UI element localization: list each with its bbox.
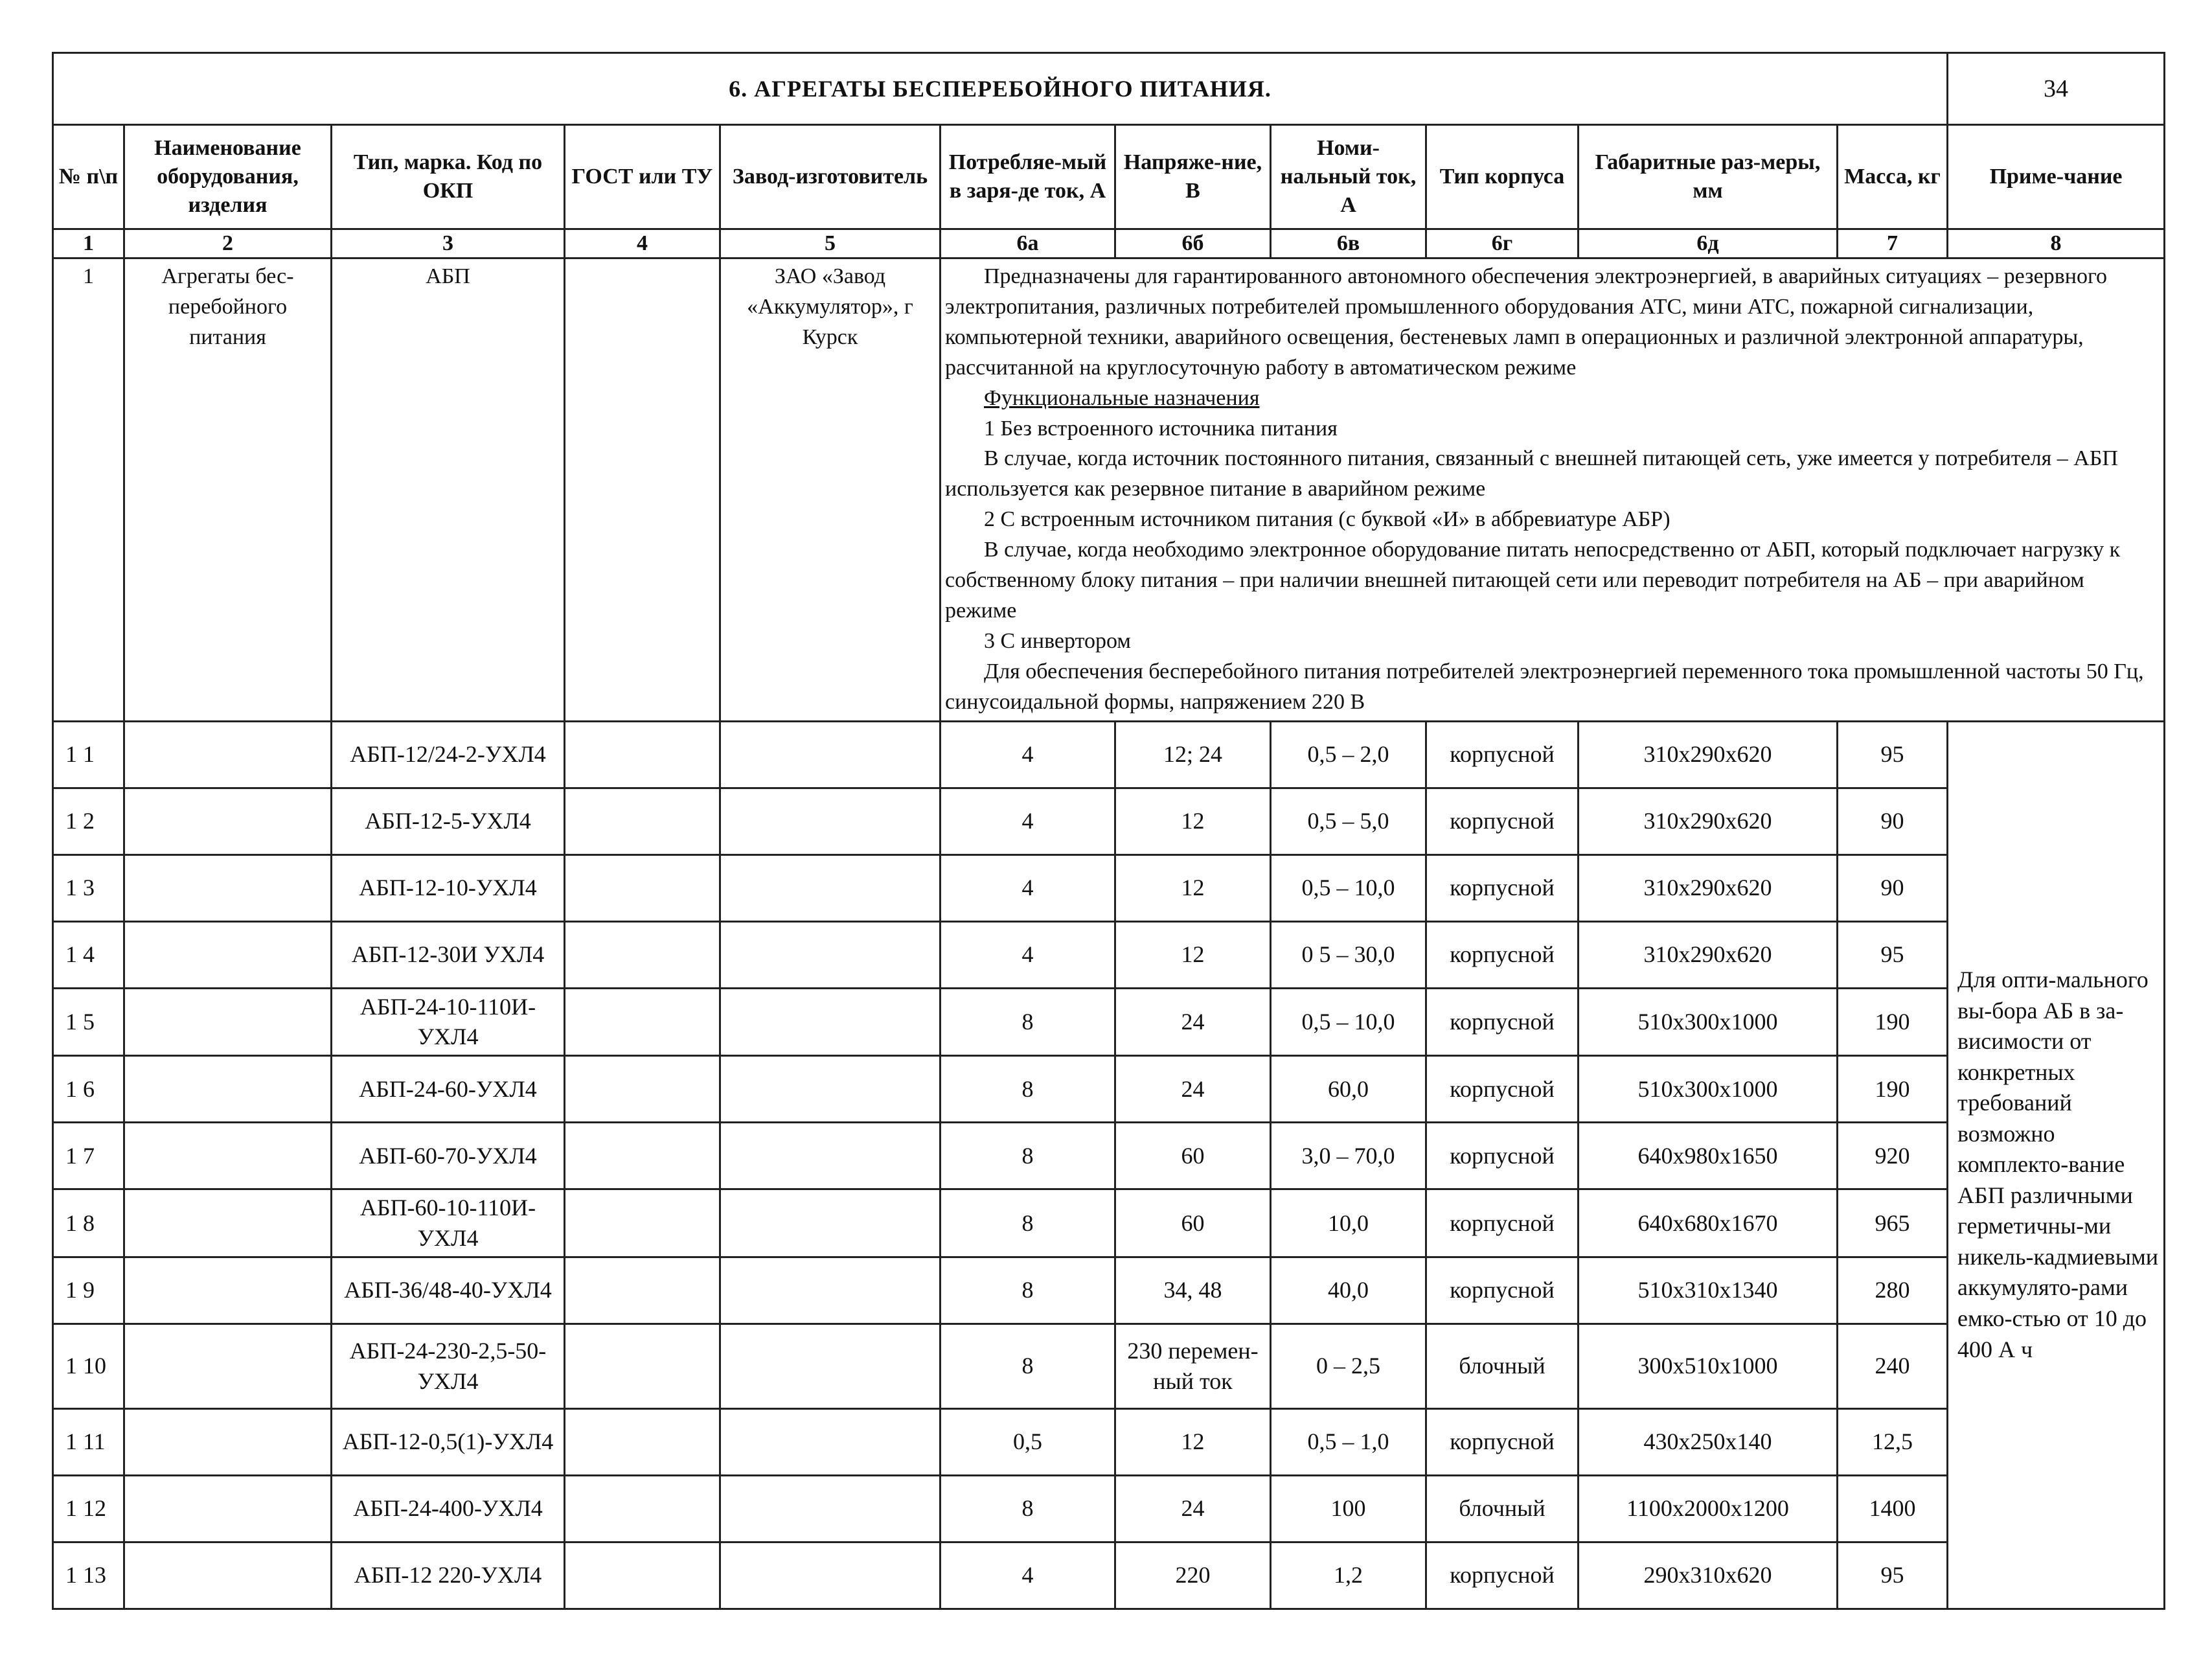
row-gost bbox=[565, 1189, 720, 1257]
row-rated-current: 0 – 2,5 bbox=[1271, 1324, 1426, 1408]
row-number: 1 2 bbox=[53, 788, 124, 854]
table-row bbox=[53, 788, 2165, 854]
row-case-type: корпусной bbox=[1426, 1542, 1579, 1609]
row-type: АБП-24-60-УХЛ4 bbox=[332, 1056, 565, 1123]
row-manufacturer bbox=[720, 1056, 941, 1123]
row-case-type: корпусной bbox=[1426, 788, 1579, 854]
row-number: 1 7 bbox=[53, 1123, 124, 1189]
equipment-table bbox=[52, 52, 2165, 1610]
column-number: 5 bbox=[720, 229, 941, 258]
row-case-type: корпусной bbox=[1426, 921, 1579, 988]
table-row bbox=[53, 1189, 2165, 1257]
row-number: 1 5 bbox=[53, 988, 124, 1056]
row-number: 1 4 bbox=[53, 921, 124, 988]
row-mass: 95 bbox=[1838, 921, 1948, 988]
table-row bbox=[53, 1257, 2165, 1324]
row-gost bbox=[565, 1324, 720, 1408]
description-paragraph: 2 С встроенным источником питания (с буквой «И» в аббревиатуре АБР) bbox=[984, 507, 1670, 532]
row-rated-current: 1,2 bbox=[1271, 1542, 1426, 1609]
column-number: 7 bbox=[1838, 229, 1948, 258]
row-voltage: 12; 24 bbox=[1115, 721, 1271, 788]
row-voltage: 230 перемен-ный ток bbox=[1115, 1324, 1271, 1408]
row-rated-current: 60,0 bbox=[1271, 1056, 1426, 1123]
column-number: 6г bbox=[1426, 229, 1579, 258]
row-manufacturer bbox=[720, 788, 941, 854]
row-mass: 90 bbox=[1838, 788, 1948, 854]
row-number: 1 3 bbox=[53, 854, 124, 921]
row-voltage: 24 bbox=[1115, 1475, 1271, 1542]
description-paragraph: 1 Без встроенного источника питания bbox=[984, 416, 1338, 441]
row-name bbox=[124, 1056, 332, 1123]
row-manufacturer bbox=[720, 988, 941, 1056]
header-manufacturer: Завод-изготовитель bbox=[720, 125, 941, 229]
row-charge-current: 8 bbox=[941, 988, 1115, 1056]
column-number: 4 bbox=[565, 229, 720, 258]
row-dimensions: 300x510x1000 bbox=[1579, 1324, 1838, 1408]
header-charge-current: Потребляе-мый в заря-де ток, А bbox=[941, 125, 1115, 229]
row-gost bbox=[565, 1056, 720, 1123]
group-type: АБП bbox=[332, 258, 565, 722]
row-mass: 190 bbox=[1838, 988, 1948, 1056]
table-row bbox=[53, 1475, 2165, 1542]
row-gost bbox=[565, 854, 720, 921]
row-name bbox=[124, 988, 332, 1056]
row-number: 1 1 bbox=[53, 721, 124, 788]
row-name bbox=[124, 1189, 332, 1257]
row-charge-current: 4 bbox=[941, 854, 1115, 921]
row-number: 1 10 bbox=[53, 1324, 124, 1408]
group-name: Агрегаты бес-перебойного питания bbox=[124, 258, 332, 722]
page-title: 6. АГРЕГАТЫ БЕСПЕРЕБОЙНОГО ПИТАНИЯ. bbox=[53, 53, 1948, 125]
header-note: Приме-чание bbox=[1948, 125, 2165, 229]
description-paragraph: Предназначены для гарантированного автономного обеспечения электроэнергией, в аварийных ситуациях – резервного электропитания, различных потребителей промышленного оборудования АТС, мини АТС, пожарной сигнализации, компьютерной техники, аварийного освещения, бестеневых ламп в операционных и различной электронной аппаратуры, рассчитанной на круглосуточную работу в автоматическом режиме bbox=[945, 264, 2108, 380]
row-mass: 240 bbox=[1838, 1324, 1948, 1408]
note-cell: Для опти-мального вы-бора АБ в за-висимости от конкретных требований возможно комплекто-вание АБП различными герметичны-ми никель-кадмиевыми аккумулято-рами емко-стью от 10 до 400 А ч bbox=[1948, 721, 2165, 1609]
row-number: 1 8 bbox=[53, 1189, 124, 1257]
column-number: 3 bbox=[332, 229, 565, 258]
row-dimensions: 510x300x1000 bbox=[1579, 988, 1838, 1056]
row-rated-current: 0,5 – 10,0 bbox=[1271, 854, 1426, 921]
row-manufacturer bbox=[720, 1542, 941, 1609]
row-mass: 95 bbox=[1838, 721, 1948, 788]
row-name bbox=[124, 788, 332, 854]
description-paragraph: Для обеспечения бесперебойного питания потребителей электроэнергией переменного тока промышленной частоты 50 Гц, синусоидальной формы, напряжением 220 В bbox=[945, 659, 2144, 714]
row-dimensions: 510x310x1340 bbox=[1579, 1257, 1838, 1324]
row-manufacturer bbox=[720, 1123, 941, 1189]
row-gost bbox=[565, 1475, 720, 1542]
row-type: АБП-12-0,5(1)-УХЛ4 bbox=[332, 1408, 565, 1475]
row-dimensions: 1100x2000x1200 bbox=[1579, 1475, 1838, 1542]
row-dimensions: 310x290x620 bbox=[1579, 788, 1838, 854]
row-charge-current: 8 bbox=[941, 1324, 1115, 1408]
row-case-type: корпусной bbox=[1426, 721, 1579, 788]
row-voltage: 60 bbox=[1115, 1123, 1271, 1189]
description-paragraph: 3 С инвертором bbox=[984, 628, 1131, 653]
row-manufacturer bbox=[720, 1408, 941, 1475]
description-paragraph: В случае, когда источник постоянного питания, связанный с внешней питающей сеть, уже имеется у потребителя – АБП используется как резервное питание в аварийном режиме bbox=[945, 446, 2118, 501]
column-number-row bbox=[53, 229, 2165, 258]
row-name bbox=[124, 1257, 332, 1324]
table-row bbox=[53, 921, 2165, 988]
table-row bbox=[53, 1542, 2165, 1609]
row-case-type: корпусной bbox=[1426, 1056, 1579, 1123]
row-rated-current: 0,5 – 5,0 bbox=[1271, 788, 1426, 854]
row-number: 1 6 bbox=[53, 1056, 124, 1123]
row-voltage: 24 bbox=[1115, 1056, 1271, 1123]
row-dimensions: 310x290x620 bbox=[1579, 854, 1838, 921]
row-dimensions: 290x310x620 bbox=[1579, 1542, 1838, 1609]
row-voltage: 24 bbox=[1115, 988, 1271, 1056]
row-charge-current: 8 bbox=[941, 1056, 1115, 1123]
row-manufacturer bbox=[720, 921, 941, 988]
row-case-type: корпусной bbox=[1426, 1408, 1579, 1475]
table-row bbox=[53, 854, 2165, 921]
row-rated-current: 100 bbox=[1271, 1475, 1426, 1542]
header-voltage: Напряже-ние, В bbox=[1115, 125, 1271, 229]
row-case-type: блочный bbox=[1426, 1475, 1579, 1542]
table-row bbox=[53, 988, 2165, 1056]
row-mass: 1400 bbox=[1838, 1475, 1948, 1542]
row-type: АБП-36/48-40-УХЛ4 bbox=[332, 1257, 565, 1324]
row-type: АБП-12-30И УХЛ4 bbox=[332, 921, 565, 988]
row-charge-current: 0,5 bbox=[941, 1408, 1115, 1475]
row-gost bbox=[565, 1408, 720, 1475]
row-name bbox=[124, 1408, 332, 1475]
row-gost bbox=[565, 788, 720, 854]
row-rated-current: 0,5 – 2,0 bbox=[1271, 721, 1426, 788]
row-name bbox=[124, 721, 332, 788]
row-rated-current: 10,0 bbox=[1271, 1189, 1426, 1257]
header-row bbox=[53, 125, 2165, 229]
row-manufacturer bbox=[720, 854, 941, 921]
row-type: АБП-60-70-УХЛ4 bbox=[332, 1123, 565, 1189]
row-name bbox=[124, 1542, 332, 1609]
row-mass: 965 bbox=[1838, 1189, 1948, 1257]
row-type: АБП-12 220-УХЛ4 bbox=[332, 1542, 565, 1609]
header-rated-current: Номи-нальный ток, А bbox=[1271, 125, 1426, 229]
row-manufacturer bbox=[720, 1324, 941, 1408]
row-case-type: корпусной bbox=[1426, 988, 1579, 1056]
row-charge-current: 8 bbox=[941, 1475, 1115, 1542]
row-mass: 920 bbox=[1838, 1123, 1948, 1189]
row-gost bbox=[565, 921, 720, 988]
catalog-page bbox=[52, 52, 2163, 1610]
group-gost bbox=[565, 258, 720, 722]
row-voltage: 12 bbox=[1115, 921, 1271, 988]
row-mass: 95 bbox=[1838, 1542, 1948, 1609]
row-type: АБП-60-10-110И-УХЛ4 bbox=[332, 1189, 565, 1257]
description-heading: Функциональные назначения bbox=[984, 385, 1260, 410]
row-gost bbox=[565, 988, 720, 1056]
description-paragraph: В случае, когда необходимо электронное оборудование питать непосредственно от АБП, который подключает нагрузку к собственному блоку питания – при наличии внешней питающей сети или переводит потребителя на АБ – при аварийном режиме bbox=[945, 538, 2121, 623]
row-voltage: 60 bbox=[1115, 1189, 1271, 1257]
row-manufacturer bbox=[720, 721, 941, 788]
page-number: 34 bbox=[1948, 53, 2165, 125]
row-mass: 90 bbox=[1838, 854, 1948, 921]
row-charge-current: 4 bbox=[941, 1542, 1115, 1609]
table-row bbox=[53, 1408, 2165, 1475]
row-manufacturer bbox=[720, 1189, 941, 1257]
row-type: АБП-12-10-УХЛ4 bbox=[332, 854, 565, 921]
row-rated-current: 3,0 – 70,0 bbox=[1271, 1123, 1426, 1189]
row-manufacturer bbox=[720, 1257, 941, 1324]
row-dimensions: 310x290x620 bbox=[1579, 721, 1838, 788]
row-voltage: 12 bbox=[1115, 854, 1271, 921]
table-row bbox=[53, 1056, 2165, 1123]
group-number: 1 bbox=[53, 258, 124, 722]
group-row bbox=[53, 258, 2165, 722]
row-gost bbox=[565, 1123, 720, 1189]
header-name: Наименование оборудования, изделия bbox=[124, 125, 332, 229]
row-mass: 280 bbox=[1838, 1257, 1948, 1324]
row-dimensions: 430x250x140 bbox=[1579, 1408, 1838, 1475]
row-dimensions: 640x980x1650 bbox=[1579, 1123, 1838, 1189]
row-type: АБП-12/24-2-УХЛ4 bbox=[332, 721, 565, 788]
row-dimensions: 640x680x1670 bbox=[1579, 1189, 1838, 1257]
table-row bbox=[53, 1324, 2165, 1408]
row-type: АБП-12-5-УХЛ4 bbox=[332, 788, 565, 854]
header-mass: Масса, кг bbox=[1838, 125, 1948, 229]
column-number: 1 bbox=[53, 229, 124, 258]
table-row bbox=[53, 721, 2165, 788]
row-gost bbox=[565, 1542, 720, 1609]
row-rated-current: 0,5 – 1,0 bbox=[1271, 1408, 1426, 1475]
row-mass: 12,5 bbox=[1838, 1408, 1948, 1475]
row-gost bbox=[565, 1257, 720, 1324]
header-type: Тип, марка. Код по ОКП bbox=[332, 125, 565, 229]
row-voltage: 12 bbox=[1115, 1408, 1271, 1475]
group-manufacturer: ЗАО «Завод «Аккумулятор», г Курск bbox=[720, 258, 941, 722]
row-charge-current: 4 bbox=[941, 788, 1115, 854]
column-number: 2 bbox=[124, 229, 332, 258]
header-case-type: Тип корпуса bbox=[1426, 125, 1579, 229]
row-type: АБП-24-230-2,5-50-УХЛ4 bbox=[332, 1324, 565, 1408]
column-number: 6в bbox=[1271, 229, 1426, 258]
header-dimensions: Габаритные раз-меры, мм bbox=[1579, 125, 1838, 229]
column-number: 8 bbox=[1948, 229, 2165, 258]
row-rated-current: 40,0 bbox=[1271, 1257, 1426, 1324]
row-voltage: 12 bbox=[1115, 788, 1271, 854]
row-dimensions: 310x290x620 bbox=[1579, 921, 1838, 988]
row-case-type: корпусной bbox=[1426, 854, 1579, 921]
row-type: АБП-24-10-110И-УХЛ4 bbox=[332, 988, 565, 1056]
row-voltage: 220 bbox=[1115, 1542, 1271, 1609]
row-dimensions: 510x300x1000 bbox=[1579, 1056, 1838, 1123]
row-charge-current: 8 bbox=[941, 1123, 1115, 1189]
row-charge-current: 4 bbox=[941, 921, 1115, 988]
row-charge-current: 8 bbox=[941, 1257, 1115, 1324]
row-mass: 190 bbox=[1838, 1056, 1948, 1123]
row-case-type: блочный bbox=[1426, 1324, 1579, 1408]
row-gost bbox=[565, 721, 720, 788]
row-name bbox=[124, 1475, 332, 1542]
row-name bbox=[124, 1324, 332, 1408]
row-case-type: корпусной bbox=[1426, 1257, 1579, 1324]
row-number: 1 9 bbox=[53, 1257, 124, 1324]
row-name bbox=[124, 921, 332, 988]
row-manufacturer bbox=[720, 1475, 941, 1542]
table-row bbox=[53, 1123, 2165, 1189]
row-case-type: корпусной bbox=[1426, 1189, 1579, 1257]
row-type: АБП-24-400-УХЛ4 bbox=[332, 1475, 565, 1542]
row-number: 1 12 bbox=[53, 1475, 124, 1542]
row-charge-current: 4 bbox=[941, 721, 1115, 788]
row-name bbox=[124, 1123, 332, 1189]
group-description bbox=[941, 258, 2165, 722]
row-charge-current: 8 bbox=[941, 1189, 1115, 1257]
row-case-type: корпусной bbox=[1426, 1123, 1579, 1189]
column-number: 6а bbox=[941, 229, 1115, 258]
column-number: 6б bbox=[1115, 229, 1271, 258]
row-name bbox=[124, 854, 332, 921]
row-rated-current: 0,5 – 10,0 bbox=[1271, 988, 1426, 1056]
row-rated-current: 0 5 – 30,0 bbox=[1271, 921, 1426, 988]
row-number: 1 13 bbox=[53, 1542, 124, 1609]
column-number: 6д bbox=[1579, 229, 1838, 258]
row-voltage: 34, 48 bbox=[1115, 1257, 1271, 1324]
header-gost: ГОСТ или ТУ bbox=[565, 125, 720, 229]
row-number: 1 11 bbox=[53, 1408, 124, 1475]
header-number: № п\п bbox=[53, 125, 124, 229]
